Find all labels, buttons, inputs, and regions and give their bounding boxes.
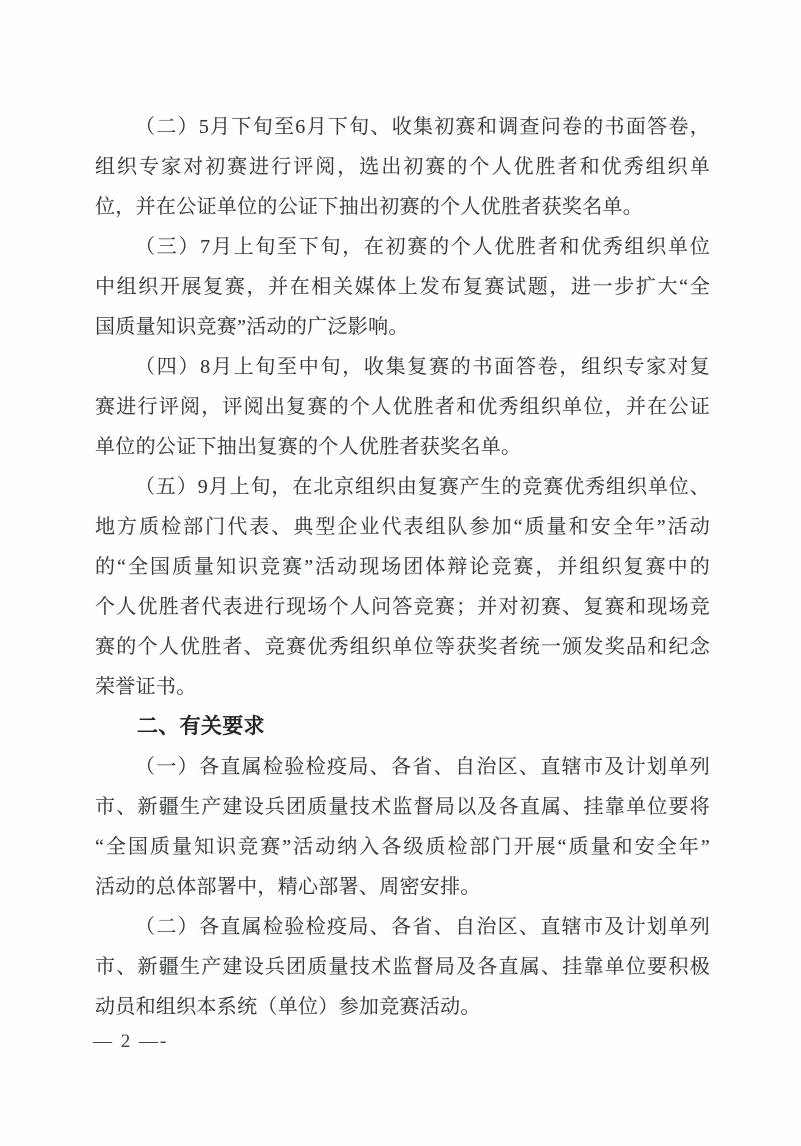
text-line: 的“全国质量知识竞赛”活动现场团体辩论竞赛，并组织复赛中的: [95, 556, 710, 578]
text-line: 中组织开展复赛，并在相关媒体上发布复赛试题，进一步扩大“全: [95, 276, 710, 298]
text-line: 动员和组织本系统（单位）参加竞赛活动。: [95, 996, 481, 1018]
text-line: 赛的个人优胜者、竞赛优秀组织单位等获奖者统一颁发奖品和纪念: [95, 636, 710, 658]
text-line: （二）5月下旬至6月下旬、收集初赛和调查问卷的书面答卷，: [135, 116, 710, 138]
text-line: （五）9月上旬，在北京组织由复赛产生的竞赛优秀组织单位、: [135, 476, 710, 498]
text-line: 位，并在公证单位的公证下抽出初赛的个人优胜者获奖名单。: [95, 196, 644, 218]
text-line: 地方质检部门代表、典型企业代表组队参加“质量和安全年”活动: [95, 516, 710, 538]
text-line: （三）7月上旬至下旬，在初赛的个人优胜者和优秀组织单位: [135, 236, 710, 258]
text-line: 市、新疆生产建设兵团质量技术监督局以及各直属、挂靠单位要将: [95, 796, 710, 818]
text-line: 赛进行评阅，评阅出复赛的个人优胜者和优秀组织单位，并在公证: [95, 396, 710, 418]
text-line: 组织专家对初赛进行评阅，选出初赛的个人优胜者和优秀组织单: [95, 156, 710, 178]
text-line: 市、新疆生产建设兵团质量技术监督局及各直属、挂靠单位要积极: [95, 956, 710, 978]
text-line: （一）各直属检验检疫局、各省、自治区、直辖市及计划单列: [135, 756, 710, 778]
section-heading: 二、有关要求: [137, 715, 265, 738]
document-body: [95, 107, 710, 1027]
text-line: 荣誉证书。: [95, 676, 197, 698]
text-line: 活动的总体部署中，精心部署、周密安排。: [95, 876, 481, 898]
text-line: 单位的公证下抽出复赛的个人优胜者获奖名单。: [95, 436, 522, 458]
page-number: — 2 —-: [93, 1031, 169, 1052]
text-line: “全国质量知识竞赛”活动纳入各级质检部门开展“质量和安全年”: [95, 836, 710, 858]
text-line: （四）8月上旬至中旬，收集复赛的书面答卷，组织专家对复: [135, 356, 710, 378]
text-line: 国质量知识竞赛”活动的广泛影响。: [95, 316, 409, 338]
text-line: 个人优胜者代表进行现场个人问答竞赛；并对初赛、复赛和现场竞: [95, 596, 710, 618]
text-line: （二）各直属检验检疫局、各省、自治区、直辖市及计划单列: [135, 916, 710, 938]
